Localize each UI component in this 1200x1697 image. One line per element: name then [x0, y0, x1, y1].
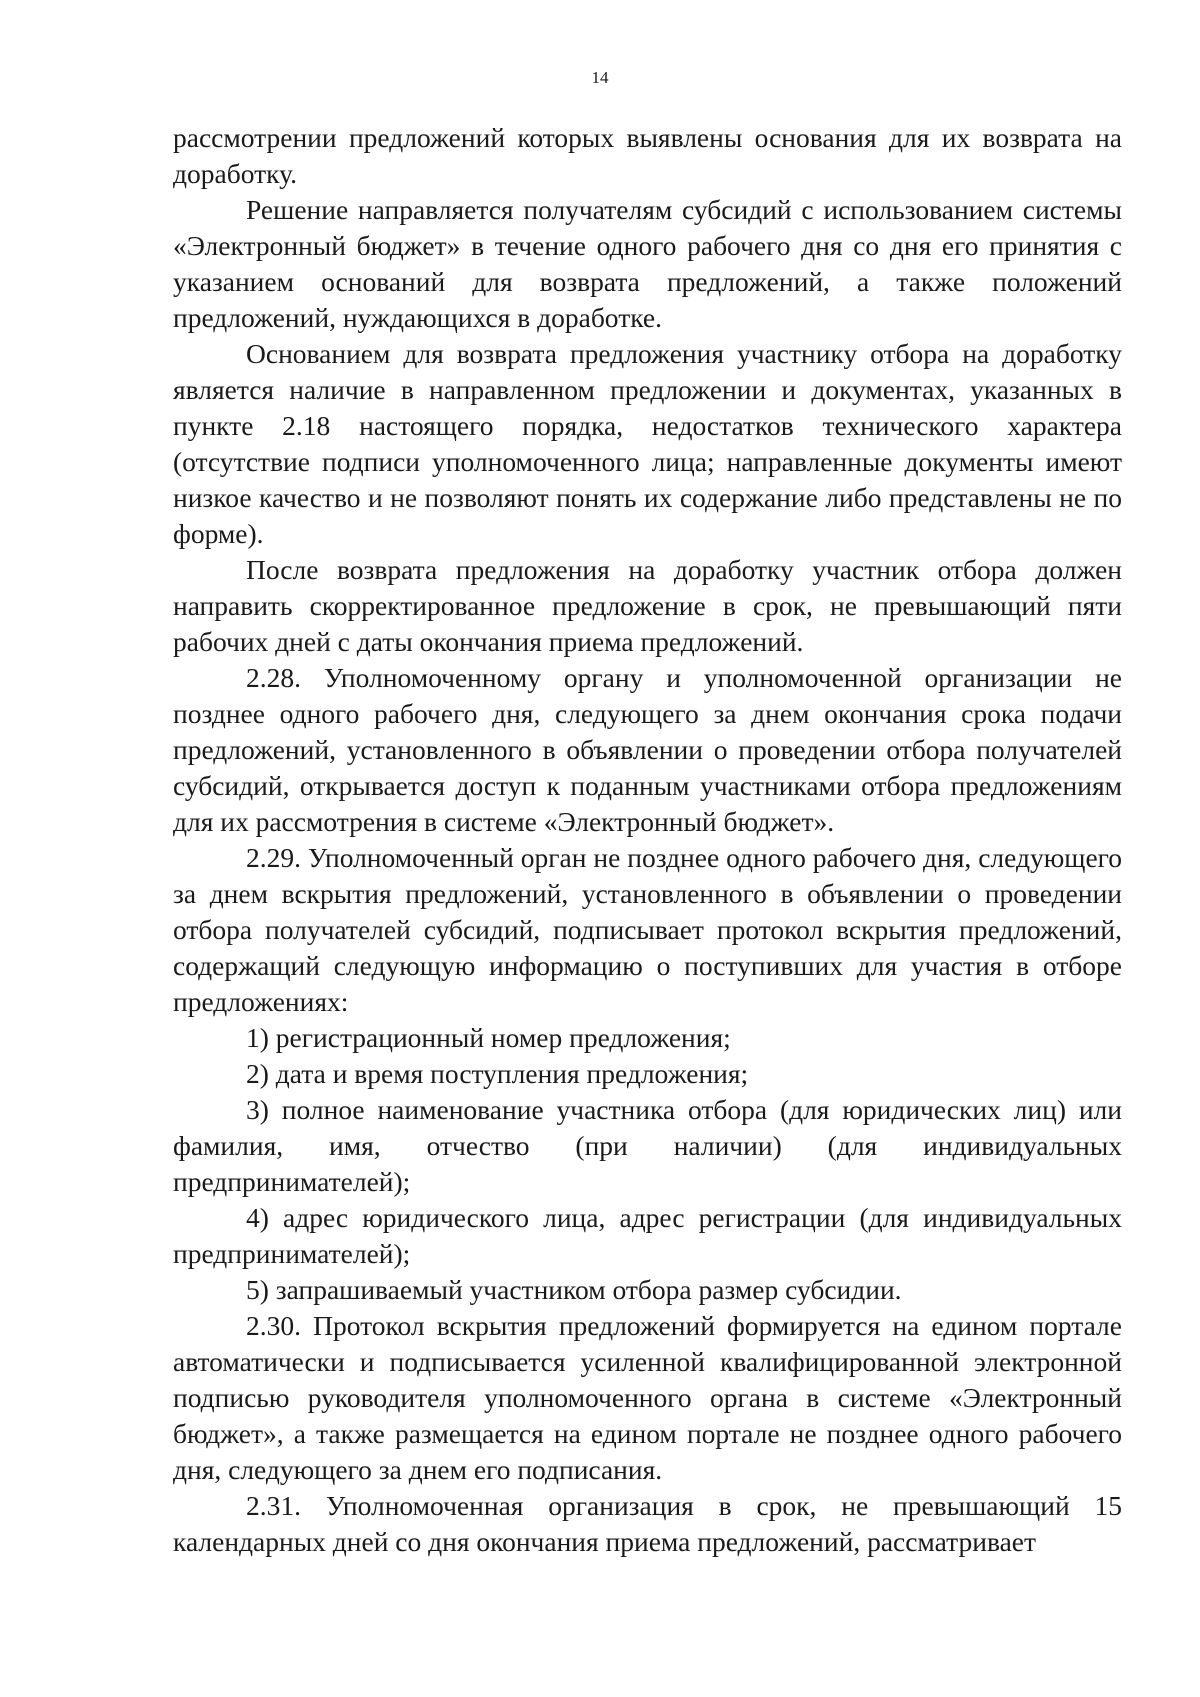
list-item-2: 2) дата и время поступления предложения; — [246, 1058, 749, 1089]
document-body — [173, 120, 1122, 1560]
list-item-5: 5) запрашиваемый участником отбора размер субсидии. — [246, 1274, 902, 1305]
paragraph-decision: Решение направляется получателям субсидий с использованием системы «Электронный бюджет» в течение одного рабочего дня со дня его принятия с указанием оснований для возврата предложений, а также положений предложений, нуждающихся в доработке. — [173, 194, 1122, 333]
list-item-3: 3) полное наименование участника отбора (для юридических лиц) или фамилия, имя, отчество (при наличии) (для индивидуальных предпринимателей); — [173, 1094, 1122, 1197]
paragraph-2-29: 2.29. Уполномоченный орган не позднее одного рабочего дня, следующего за днем вскрытия предложений, установленного в объявлении о проведении отбора получателей субсидий, подписывает протокол вскрытия предложений, содержащий следующую информацию о поступивших для участия в отборе предложениях: — [173, 842, 1122, 1017]
paragraph-2-28: 2.28. Уполномоченному органу и уполномоченной организации не позднее одного рабочего дня, следующего за днем окончания срока подачи предложений, установленного в объявлении о проведении отбора получателей субсидий, открывается доступ к поданным участниками отбора предложениям для их рассмотрения в системе «Электронный бюджет». — [173, 662, 1122, 837]
list-item-1: 1) регистрационный номер предложения; — [246, 1022, 731, 1053]
paragraph-2-31: 2.31. Уполномоченная организация в срок, не превышающий 15 календарных дней со дня окончания приема предложений, рассматривает — [173, 1490, 1122, 1557]
page-number: 14 — [591, 68, 609, 87]
paragraph-2-30: 2.30. Протокол вскрытия предложений формируется на едином портале автоматически и подписывается усиленной квалифицированной электронной подписью руководителя уполномоченного органа в системе «Электронный бюджет», а также размещается на едином портале не позднее одного рабочего дня, следующего за днем его подписания. — [173, 1310, 1122, 1485]
list-item-4: 4) адрес юридического лица, адрес регистрации (для индивидуальных предпринимателей); — [173, 1202, 1122, 1269]
paragraph-after-return: После возврата предложения на доработку участник отбора должен направить скорректированное предложение в срок, не превышающий пяти рабочих дней с даты окончания приема предложений. — [173, 554, 1122, 657]
paragraph-return-grounds: Основанием для возврата предложения участнику отбора на доработку является наличие в направленном предложении и документах, указанных в пункте 2.18 настоящего порядка, недостатков технического характера (отсутствие подписи уполномоченного лица; направленные документы имеют низкое качество и не позволяют понять их содержание либо представлены не по форме). — [173, 338, 1122, 549]
paragraph-continuation: рассмотрении предложений которых выявлены основания для их возврата на доработку. — [173, 122, 1122, 189]
